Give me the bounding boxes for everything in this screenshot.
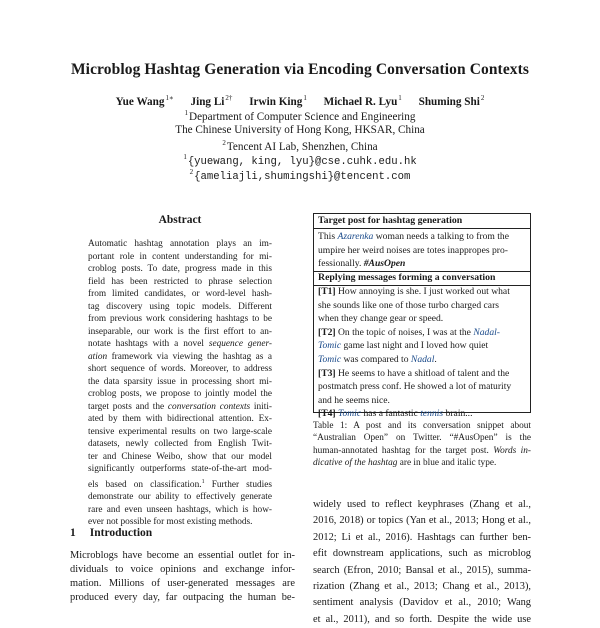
author-mark: 1∗ [165, 94, 174, 102]
abstract-line: ter and Chinese Weibo, show that our model [88, 451, 272, 462]
replies-header: Replying messages forming a conversation [318, 272, 496, 283]
affiliation-text: Tencent AI Lab, Shenzhen, China [226, 141, 378, 153]
reply-line: [T1] How annoying is she. I just worked out what [318, 286, 510, 297]
turn-label: [T4] [318, 408, 336, 420]
author-mark: 2† [225, 94, 233, 102]
body-line: widely used to reflect keyphrases (Zhang et al., [313, 499, 531, 510]
text-span: sequence gener- [208, 339, 272, 349]
reply-line: [T2] On the topic of noises, I was at the Nadal- [318, 326, 500, 338]
section-number: 1 [70, 527, 76, 539]
reply-line: postmatch press conf. He showed a lot of maturity [318, 381, 512, 393]
reply-line: Tomic game last night and I loved how quiet [318, 340, 489, 352]
email-mark: 1 [183, 153, 187, 161]
target-post-text [318, 230, 528, 271]
example-table [313, 213, 531, 420]
affiliation-mark: 1 [184, 109, 188, 117]
abstract-line: els based on classification.$^1$ Further studies [88, 478, 273, 490]
author-mark: 1 [303, 94, 307, 102]
turn-label: [T2] [318, 326, 336, 338]
abstract-line: notate hashtags with a novel sequence gener- [88, 339, 272, 349]
body-line: produced every day, far outpacing the human be- [70, 592, 295, 603]
right-column-text [313, 497, 531, 628]
caption-line: “Australian Open” on Twitter. “#AusOpen” is the [313, 433, 531, 444]
abstract-line: demonstrate our ability to effectively generate [88, 492, 272, 503]
caption-line: dicative of the hashtag are in blue and italic type. [313, 458, 497, 469]
affiliation-line [0, 139, 600, 153]
email-mark: 2 [189, 168, 194, 176]
caption-line: Table 1: A post and its conversation snippet about [313, 421, 531, 431]
body-line: sentiment analysis (Davidov et al., 2010; Wang [313, 597, 531, 609]
abstract-line: the data sparsity issue in processing short mi- [88, 376, 272, 387]
abstract-line: datasets, newly collected from English Twit- [88, 439, 272, 449]
body-line: 2012; Li et al., 2016). Hashtags can further ben- [313, 531, 531, 543]
abstract-line: from limited candidates, or word-level hash- [88, 289, 272, 299]
body-line: search (Efron, 2010; Bansal et al., 2015), summa- [313, 564, 531, 576]
affiliation-text: The Chinese University of Hong Kong, HKSAR, China [175, 124, 425, 136]
email-line [0, 168, 600, 183]
abstract-line: ated by them with bidirectional attention. Ex- [88, 414, 272, 424]
abstract-line: short sequence of words. Moreover, to address [88, 364, 272, 374]
abstract-line: rare and even unseen hashtags, which is how- [88, 504, 272, 515]
abstract-line: field has been restricted to phrase selection [88, 276, 272, 287]
author-mark: 2 [480, 94, 485, 102]
reply-line: Tomic was compared to Nadal. [318, 353, 437, 365]
author [249, 96, 307, 108]
reply-line: she sounds like one of those turbo charged cars [318, 299, 499, 311]
turn-label: [T1] [318, 286, 336, 297]
body-line: 2016, 2018) or topics (Yan et al., 2013; Hong et al., [313, 515, 531, 527]
introduction-body [70, 549, 295, 605]
email-text: {yuewang, king, lyu}@cse.cuhk.edu.hk [187, 156, 417, 168]
email-line [0, 153, 600, 168]
text-span: conversation contexts [167, 401, 251, 412]
reply-line: [T3] He seems to have a shitload of talent and the [318, 367, 510, 379]
body-line: mation. Millions of user-generated messages are [70, 578, 295, 589]
abstract-line: portant role in content understanding for mi- [88, 251, 272, 262]
abstract-line: croblog posts. To date, progress made in this [88, 264, 272, 274]
abstract-line: Automatic hashtag annotation plays an im- [88, 239, 272, 249]
reply-line: [T4] Tomic has a fantastic tennis brain... [318, 408, 473, 420]
text-span: ation [88, 351, 108, 362]
table-rule [314, 228, 530, 229]
hashtag: #AusOpen [453, 433, 494, 444]
indicative-word: Nadal- [473, 326, 500, 338]
text-span: dicative of the hashtag [313, 458, 398, 469]
author-mark: 1 [398, 94, 402, 102]
author [419, 96, 485, 108]
affiliation-line [0, 124, 600, 136]
body-line: et al., 2011), and so forth. Despite the wide use [313, 613, 531, 625]
hashtag: #AusOpen [363, 258, 406, 270]
author-name: Yue Wang [115, 96, 165, 108]
indicative-word: Tomic [338, 408, 362, 420]
author-name: Jing Li [190, 96, 225, 108]
indicative-word: Tomic [318, 353, 342, 365]
abstract-line: ation framework via viewing the hashtag as a [88, 351, 272, 362]
abstract-line: croblog posts, we propose to jointly model the [88, 389, 272, 399]
author-name: Irwin King [249, 96, 303, 108]
indicative-word: Nadal [410, 353, 435, 365]
indicative-word: tennis [420, 408, 444, 420]
author-name: Shuming Shi [418, 96, 480, 108]
body-line: dividuals to voice opinions and exchange infor- [70, 564, 295, 575]
body-line: Microblogs have become an essential outlet for in- [70, 550, 295, 561]
abstract-heading: Abstract [158, 214, 202, 226]
body-line: rization (Zhang et al., 2013; Chang et al., 2013), [313, 581, 531, 593]
abstract-body [88, 238, 272, 529]
author [116, 96, 174, 108]
post-line: fessionally. #AusOpen [318, 258, 406, 270]
body-line: efit downstream applications, such as microblog [313, 548, 531, 560]
reply-line: when they change gear or speed. [318, 313, 444, 325]
abstract-line: ever not possible for most existing methods. [88, 517, 253, 528]
author [191, 96, 233, 108]
affiliation-line [0, 109, 600, 123]
author-list [0, 94, 600, 108]
author-name: Michael R. Lyu [323, 96, 398, 108]
abstract-line: tag discovery using topic models. Different [88, 301, 272, 312]
affiliation-text: Department of Computer Science and Engineering [189, 111, 416, 123]
table-caption [313, 420, 531, 470]
section-heading [70, 527, 152, 539]
abstract-line: significantly outperforms state-of-the-art mod- [88, 464, 272, 474]
section-title: Introduction [89, 527, 153, 539]
turn-label: [T3] [318, 367, 336, 379]
caption-line: human-annotated hashtag for the target post. Words in- [313, 445, 532, 456]
indicative-word: Azarenka [337, 231, 374, 242]
abstract-line: target posts and the conversation contexts initi- [88, 401, 273, 412]
post-line: This Azarenka woman needs a talking to from the [318, 231, 509, 242]
replies-text [318, 285, 528, 421]
text-span: 1 [201, 478, 205, 485]
text-span: Words in- [493, 445, 532, 456]
target-post-header: Target post for hashtag generation [318, 215, 463, 226]
affiliation-mark: 2 [222, 139, 226, 147]
email-text: {ameliajli,shumingshi}@tencent.com [194, 171, 411, 183]
post-line: umpire her weird noises are totes inappropes pro- [318, 244, 508, 256]
abstract-line: from previous work considering hashtags to be [88, 314, 272, 324]
abstract-line: inseparable, our work is the first effort to an- [88, 326, 272, 337]
reply-line: and he seems nice. [318, 394, 390, 406]
abstract-line: tensive experimental results on two large-scale [88, 426, 272, 437]
author [324, 96, 402, 108]
paper-title: Microblog Hashtag Generation via Encoding Conversation Contexts [70, 61, 530, 78]
indicative-word: Tomic [318, 340, 342, 352]
